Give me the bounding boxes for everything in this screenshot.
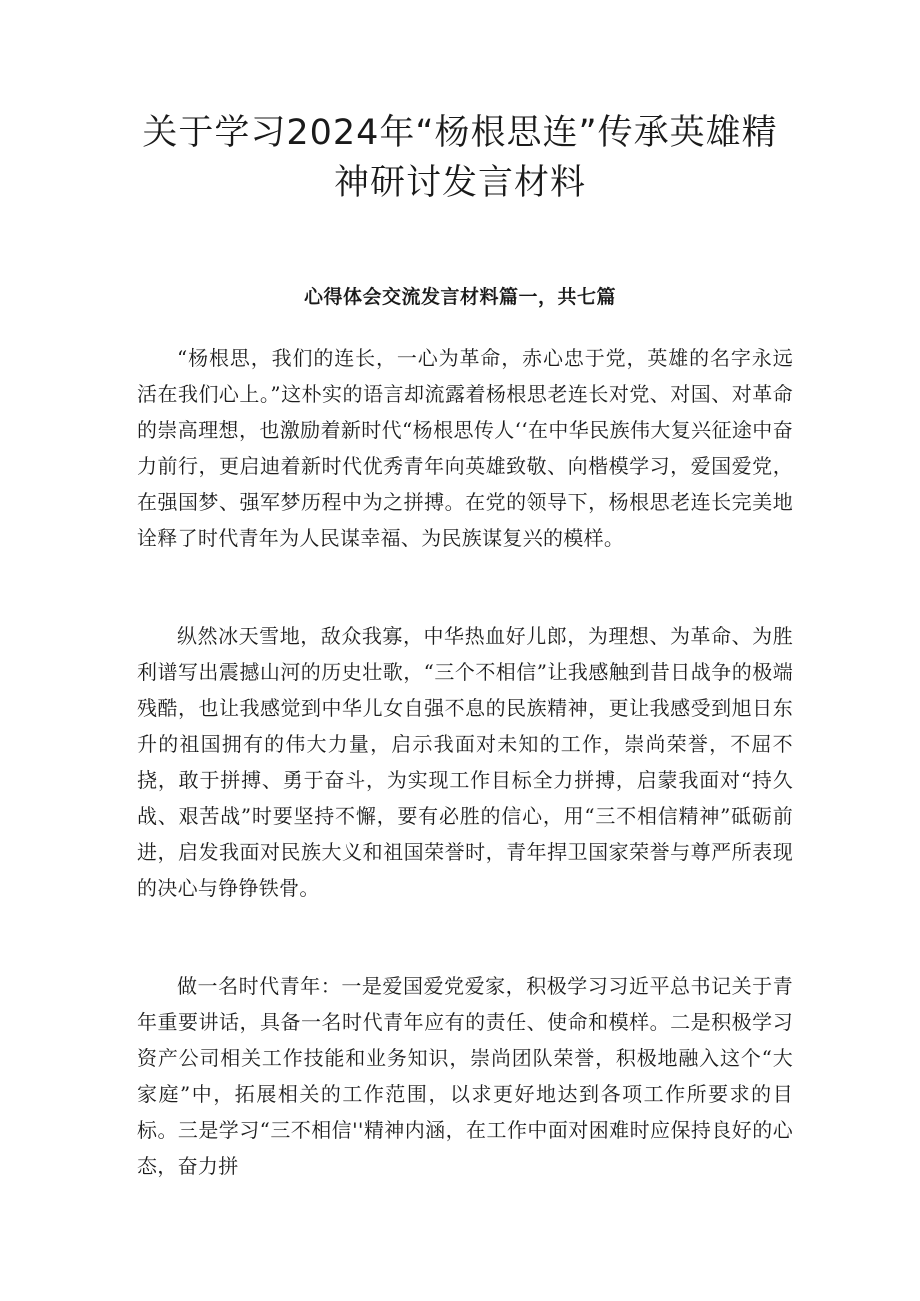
document-title: [100, 108, 820, 208]
paragraph-1: “杨根思，我们的连长，一心为革命，赤心忠于党，英雄的名字永远活在我们心上。”这朴实的语言却流露着杨根思老连长对党、对国、对革命的崇高理想，也激励着新时代“杨根思传人‘‘在中华民族伟大复兴征途中奋力前行，更启迪着新时代优秀青年向英雄致敬、向楷模学习，爱国爱党，在强国梦、强军梦历程中为之拼搏。在党的领导下，杨根思老连长完美地诠释了时代青年为人民谋幸福、为民族谋复兴的模样。: [137, 346, 793, 550]
section-subtitle: 心得体会交流发言材料篇一，共七篇: [303, 286, 616, 308]
paragraph-3: 做一名时代青年：一是爱国爱党爱家，积极学习习近平总书记关于青年重要讲话，具备一名时代青年应有的责任、使命和模样。二是积极学习资产公司相关工作技能和业务知识，崇尚团队荣誉，积极地融入这个“大家庭”中，拓展相关的工作范围，以求更好地达到各项工作所要求的目标。三是学习“三不相信''精神内涵，在工作中面对困难时应保持良好的心态，奋力拼: [137, 974, 793, 1178]
title-line-1: 关于学习2024年“杨根思连”传承英雄精: [142, 113, 778, 153]
title-line-2: 神研讨发言材料: [333, 163, 586, 203]
paragraph-2: 纵然冰天雪地，敌众我寡，中华热血好儿郎，为理想、为革命、为胜利谱写出震撼山河的历史壮歌，“三个不相信”让我感触到昔日战争的极端残酷，也让我感觉到中华儿女自强不息的民族精神，更让我感受到旭日东升的祖国拥有的伟大力量，启示我面对未知的工作，崇尚荣誉，不屈不挠，敢于拼搏、勇于奋斗，为实现工作目标全力拼搏，启蒙我面对“持久战、艰苦战”时要坚持不懈，要有必胜的信心，用“三不相信精神”砥砺前进，启发我面对民族大义和祖国荣誉时，青年捍卫国家荣誉与尊严所表现的决心与铮铮铁骨。: [137, 624, 793, 900]
